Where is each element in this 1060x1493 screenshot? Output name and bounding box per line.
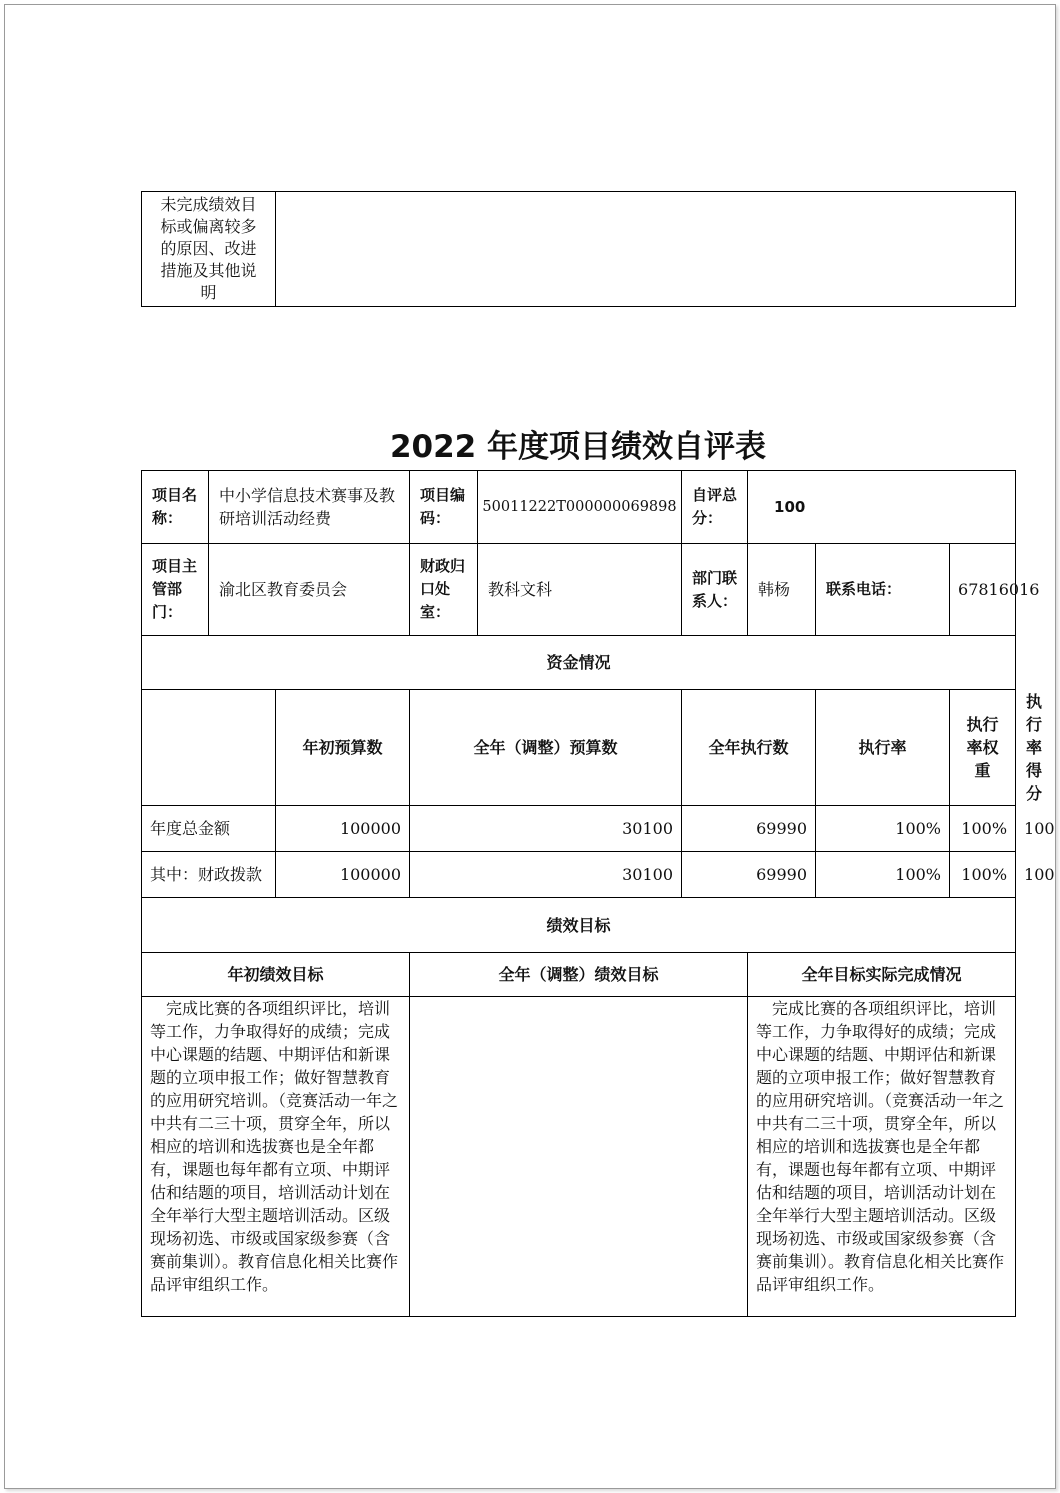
funds-header: 执行率权重 xyxy=(950,690,1016,806)
funds-row-label: 年度总金额 xyxy=(142,806,276,852)
self-score: 100 xyxy=(748,471,1016,544)
funds-row-label: 其中：财政拨款 xyxy=(142,852,276,898)
page-title: 2022 年度项目绩效自评表 xyxy=(389,429,767,465)
actual-completion-text: 完成比赛的各项组织评比，培训等工作，力争取得好的成绩；完成中心课题的结题、中期评估和新课题的立项申报工作；做好智慧教育的应用研究培训。（竞赛活动一年之中共有二三十项，贯穿全年，所以相应的培训和选拔赛也是全年都有，课题也每年都有立项、中期评估和结题的项目，培训活动计划在全年举行大型主题培训活动。区级现场初选、市级或国家级参赛（含赛前集训）。教育信息化相关比赛作品评审组织工作。 xyxy=(748,997,1016,1317)
goals-section-title: 绩效目标 xyxy=(142,898,1016,953)
funds-header: 全年（调整）预算数 xyxy=(410,690,682,806)
funds-cell: 100% xyxy=(816,852,950,898)
adjusted-goal-text xyxy=(410,997,748,1317)
contact-label: 部门联系人： xyxy=(682,544,748,636)
funds-header xyxy=(142,690,276,806)
finance-office: 教科文科 xyxy=(478,544,682,636)
dept-label: 项目主管部门： xyxy=(142,544,209,636)
funds-cell: 69990 xyxy=(682,852,816,898)
goals-header: 全年（调整）绩效目标 xyxy=(410,953,748,997)
dept: 渝北区教育委员会 xyxy=(209,544,410,636)
funds-cell: 100000 xyxy=(276,806,410,852)
finance-label: 财政归口处室： xyxy=(410,544,478,636)
project-name: 中小学信息技术赛事及教研培训活动经费 xyxy=(209,471,410,544)
funds-cell: 100% xyxy=(816,806,950,852)
funds-header: 执行率 xyxy=(816,690,950,806)
funds-cell: 30100 xyxy=(410,806,682,852)
goals-header: 全年目标实际完成情况 xyxy=(748,953,1016,997)
project-code: 50011222T000000069898 xyxy=(478,471,682,544)
reason-table xyxy=(141,191,1016,307)
funds-cell: 100% xyxy=(950,852,1016,898)
initial-goal-text: 完成比赛的各项组织评比，培训等工作，力争取得好的成绩；完成中心课题的结题、中期评估和新课题的立项申报工作；做好智慧教育的应用研究培训。（竞赛活动一年之中共有二三十项，贯穿全年，所以相应的培训和选拔赛也是全年都有，课题也每年都有立项、中期评估和结题的项目，培训活动计划在全年举行大型主题培训活动。区级现场初选、市级或国家级参赛（含赛前集训）。教育信息化相关比赛作品评审组织工作。 xyxy=(142,997,410,1317)
self-score-label: 自评总分： xyxy=(682,471,748,544)
reason-label: 未完成绩效目标或偏离较多的原因、改进措施及其他说明 xyxy=(142,192,276,307)
funds-header: 全年执行数 xyxy=(682,690,816,806)
funds-header: 年初预算数 xyxy=(276,690,410,806)
funds-cell: 100000 xyxy=(276,852,410,898)
goals-header: 年初绩效目标 xyxy=(142,953,410,997)
evaluation-table: 项目名称： 中小学信息技术赛事及教研培训活动经费 项目编码： 50011222T000000069898 自评总分： 100 项目主管部门： 渝北区教育委员会 财政归口处室： 教科文科 部门联系人： 韩杨 联系电话： 67816016 资金情况 年初预算数 全年（调整）预算数 全年执行数 执行率 执行率权重 执行率得分 年度总金额 100000 30100 69990 100% 100% 100 其中：财政拨款 100000 30100 69990 100% 100% 100 绩效目标 年初绩效目标 全年（调整）绩效目标 全年目标实际完成情况 完成比赛的各项组织评比，培训等工作，力争取得好的成绩；完成中心课题的结题、中期评估和新课题的立项申报工作；做好智慧教育的应用研究培训。（竞赛活动一年之中共有二三十项，贯穿全年，所以相应的培训和选拔赛也是全年都有，课题也每年都有立项、中期评估和结题的项目，培训活动计划在全年举行大型主题培训活动。区级现场初选、市级或国家级参赛（含赛前集训）。教育信息化相关比赛作品评审组织工作。 完成比赛的各项组织评比，培训等工作，力争取得好的成绩；完成中心课题的结题、中期评估和新课题的立项申报工作；做好智慧教育的应用研究培训。（竞赛活动一年之中共有二三十项，贯穿全年，所以相应的培训和选拔赛也是全年都有，课题也每年都有立项、中期评估和结题的项目，培训活动计划在全年举行大型主题培训活动。区级现场初选、市级或国家级参赛（含赛前集训）。教育信息化相关比赛作品评审组织工作。 xyxy=(141,470,1016,1317)
funds-cell: 30100 xyxy=(410,852,682,898)
project-name-label: 项目名称： xyxy=(142,471,209,544)
funds-section-title: 资金情况 xyxy=(142,636,1016,690)
reason-value xyxy=(276,192,1016,307)
funds-cell: 69990 xyxy=(682,806,816,852)
contact-person: 韩杨 xyxy=(748,544,816,636)
phone-label: 联系电话： xyxy=(816,544,950,636)
project-code-label: 项目编码： xyxy=(410,471,478,544)
funds-cell: 100% xyxy=(950,806,1016,852)
phone-number: 67816016 xyxy=(950,544,1016,636)
